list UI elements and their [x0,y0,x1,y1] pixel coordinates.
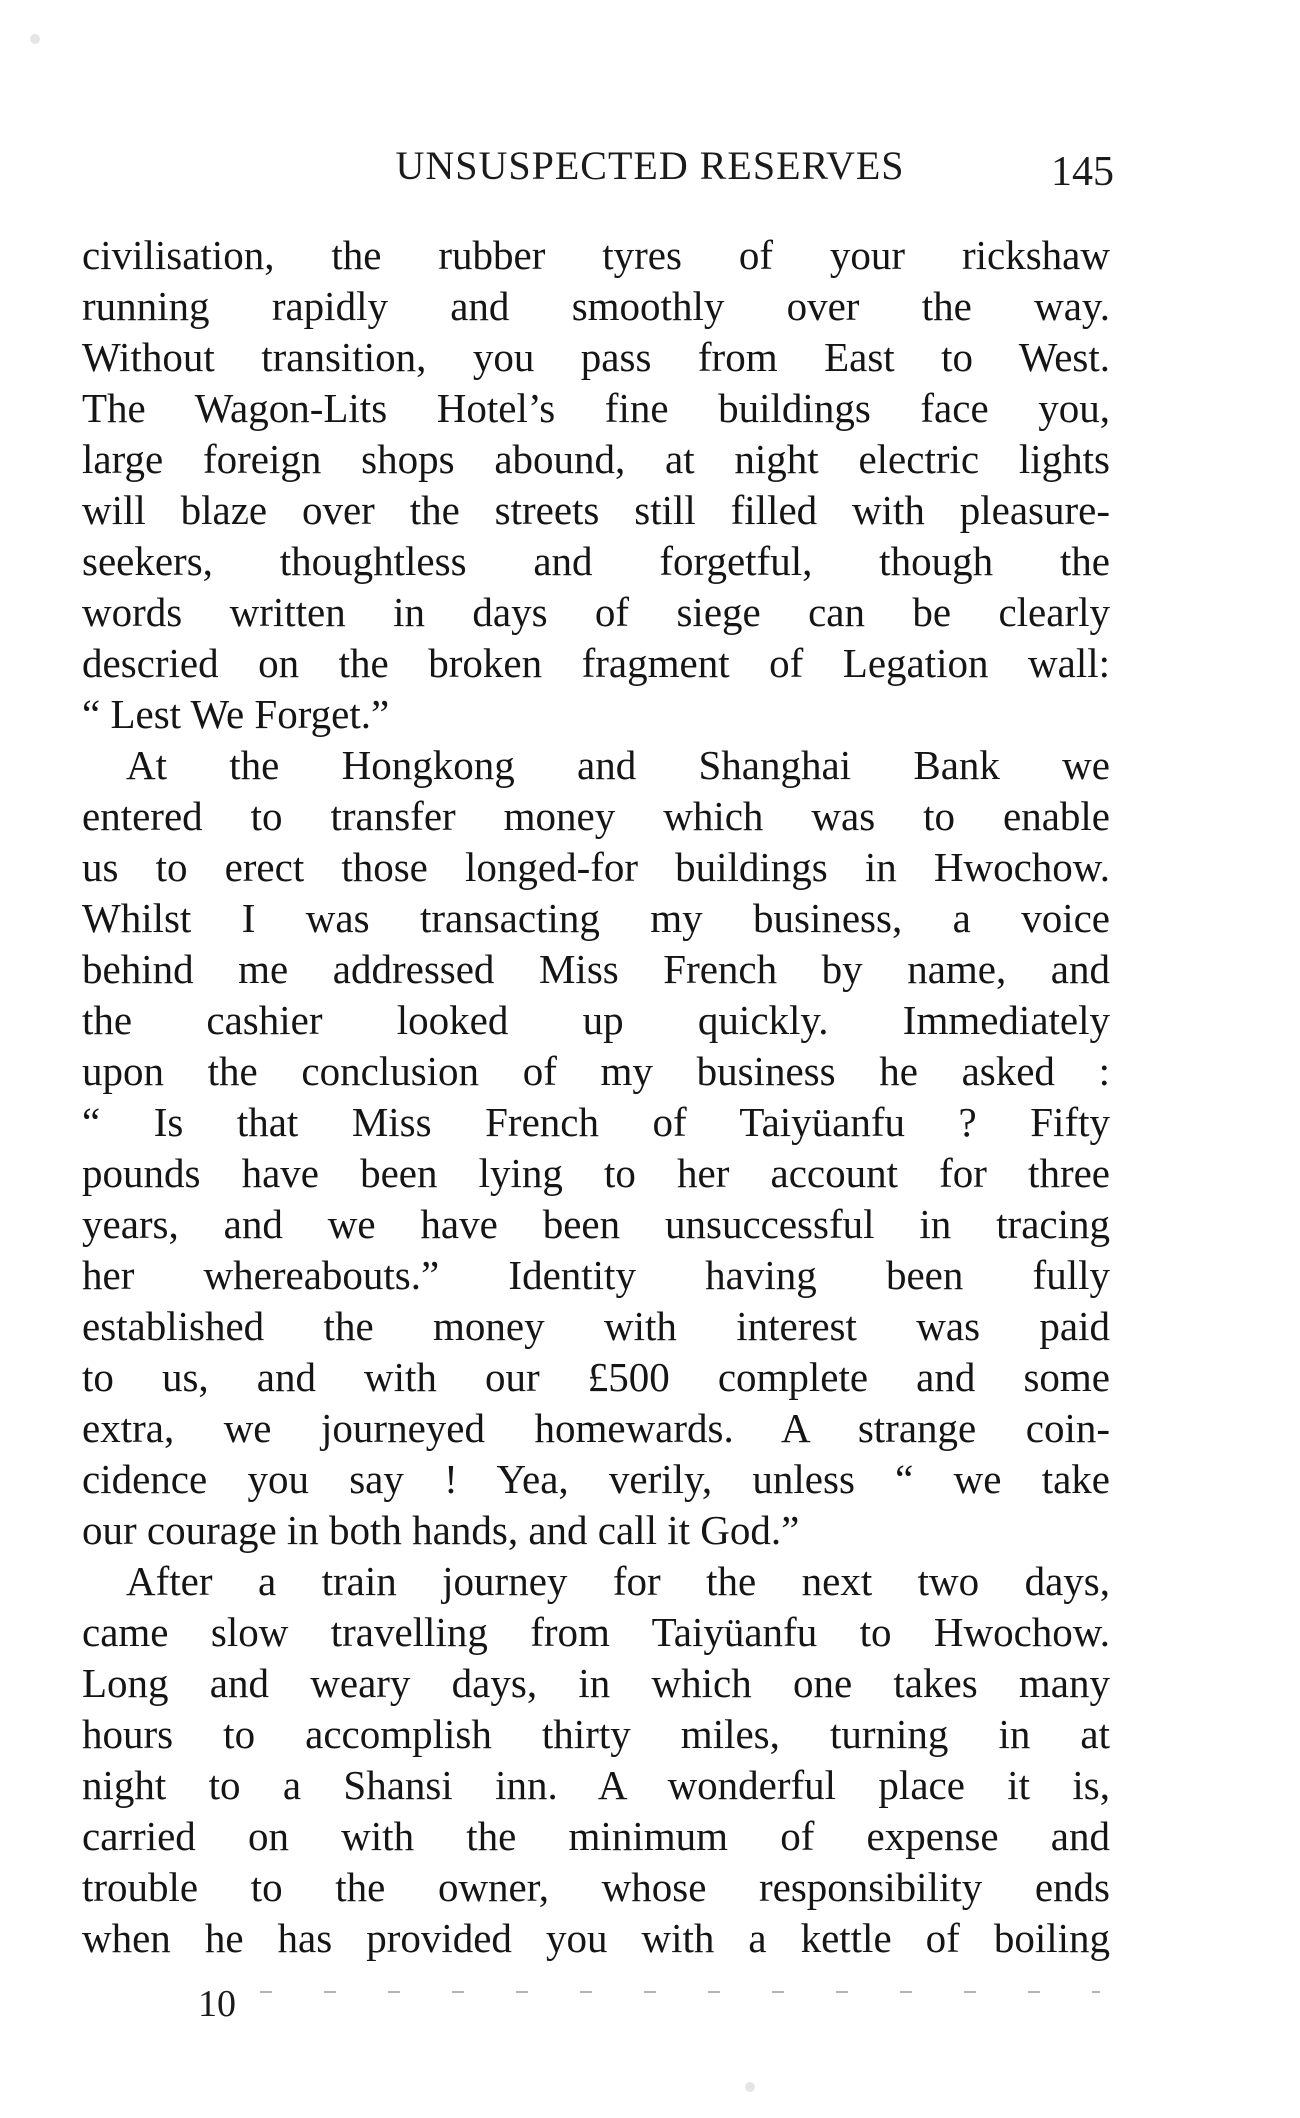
text-line: behind me addressed Miss French by name, and [82,946,1110,992]
text-line: Long and weary days, in which one takes many [82,1660,1110,1706]
text-line: came slow travelling from Taiyüanfu to Hwochow. [82,1609,1110,1655]
text-line: running rapidly and smoothly over the way. [82,283,1110,329]
text-line: hours to accomplish thirty miles, turning in at [82,1711,1110,1757]
page-number: 145 [1051,149,1114,195]
text-line: her whereabouts.” Identity having been fully [82,1252,1110,1298]
text-line: descried on the broken fragment of Legation wall: [82,640,1110,686]
text-line: our courage in both hands, and call it God.” [82,1507,800,1553]
running-title: UNSUSPECTED RESERVES [395,143,905,188]
paragraph-start-line: At the Hongkong and Shanghai Bank we [126,742,1110,788]
print-speck-top-left [30,34,40,44]
text-line: words written in days of siege can be clearly [82,589,1110,635]
signature-mark: 10 [198,1983,236,2025]
text-line: “ Lest We Forget.” [82,691,390,737]
page-footer [0,1982,1300,2030]
text-line: Whilst I was transacting my business, a voice [82,895,1110,941]
text-line: the cashier looked up quickly. Immediately [82,997,1110,1043]
text-line: will blaze over the streets still filled with pleasure- [82,487,1110,533]
text-line: large foreign shops abound, at night electric lights [82,436,1110,482]
text-line: entered to transfer money which was to enable [82,793,1110,839]
text-line: us to erect those longed-for buildings in Hwochow. [82,844,1110,890]
text-line: “ Is that Miss French of Taiyüanfu ? Fifty [82,1099,1110,1145]
footer-rule [260,1991,1100,1993]
page-header [0,142,1300,195]
print-speck-bottom [745,2082,755,2092]
text-line: trouble to the owner, whose responsibility ends [82,1864,1110,1910]
text-line: carried on with the minimum of expense and [82,1813,1110,1859]
text-line: when he has provided you with a kettle of boiling [82,1915,1110,1961]
text-line: extra, we journeyed homewards. A strange coin- [82,1405,1110,1451]
text-line: to us, and with our £500 complete and some [82,1354,1110,1400]
body-text [82,230,1110,1964]
text-line: civilisation, the rubber tyres of your rickshaw [82,232,1110,278]
text-line: established the money with interest was paid [82,1303,1110,1349]
text-line: upon the conclusion of my business he asked : [82,1048,1110,1094]
text-line: pounds have been lying to her account for three [82,1150,1110,1196]
text-line: years, and we have been unsuccessful in tracing [82,1201,1110,1247]
text-line: Without transition, you pass from East to West. [82,334,1110,380]
text-line: cidence you say ! Yea, verily, unless “ we take [82,1456,1110,1502]
text-line: seekers, thoughtless and forgetful, though the [82,538,1110,584]
text-line: The Wagon-Lits Hotel’s fine buildings face you, [82,385,1110,431]
text-line: night to a Shansi inn. A wonderful place it is, [82,1762,1110,1808]
paragraph-start-line: After a train journey for the next two days, [126,1558,1110,1604]
